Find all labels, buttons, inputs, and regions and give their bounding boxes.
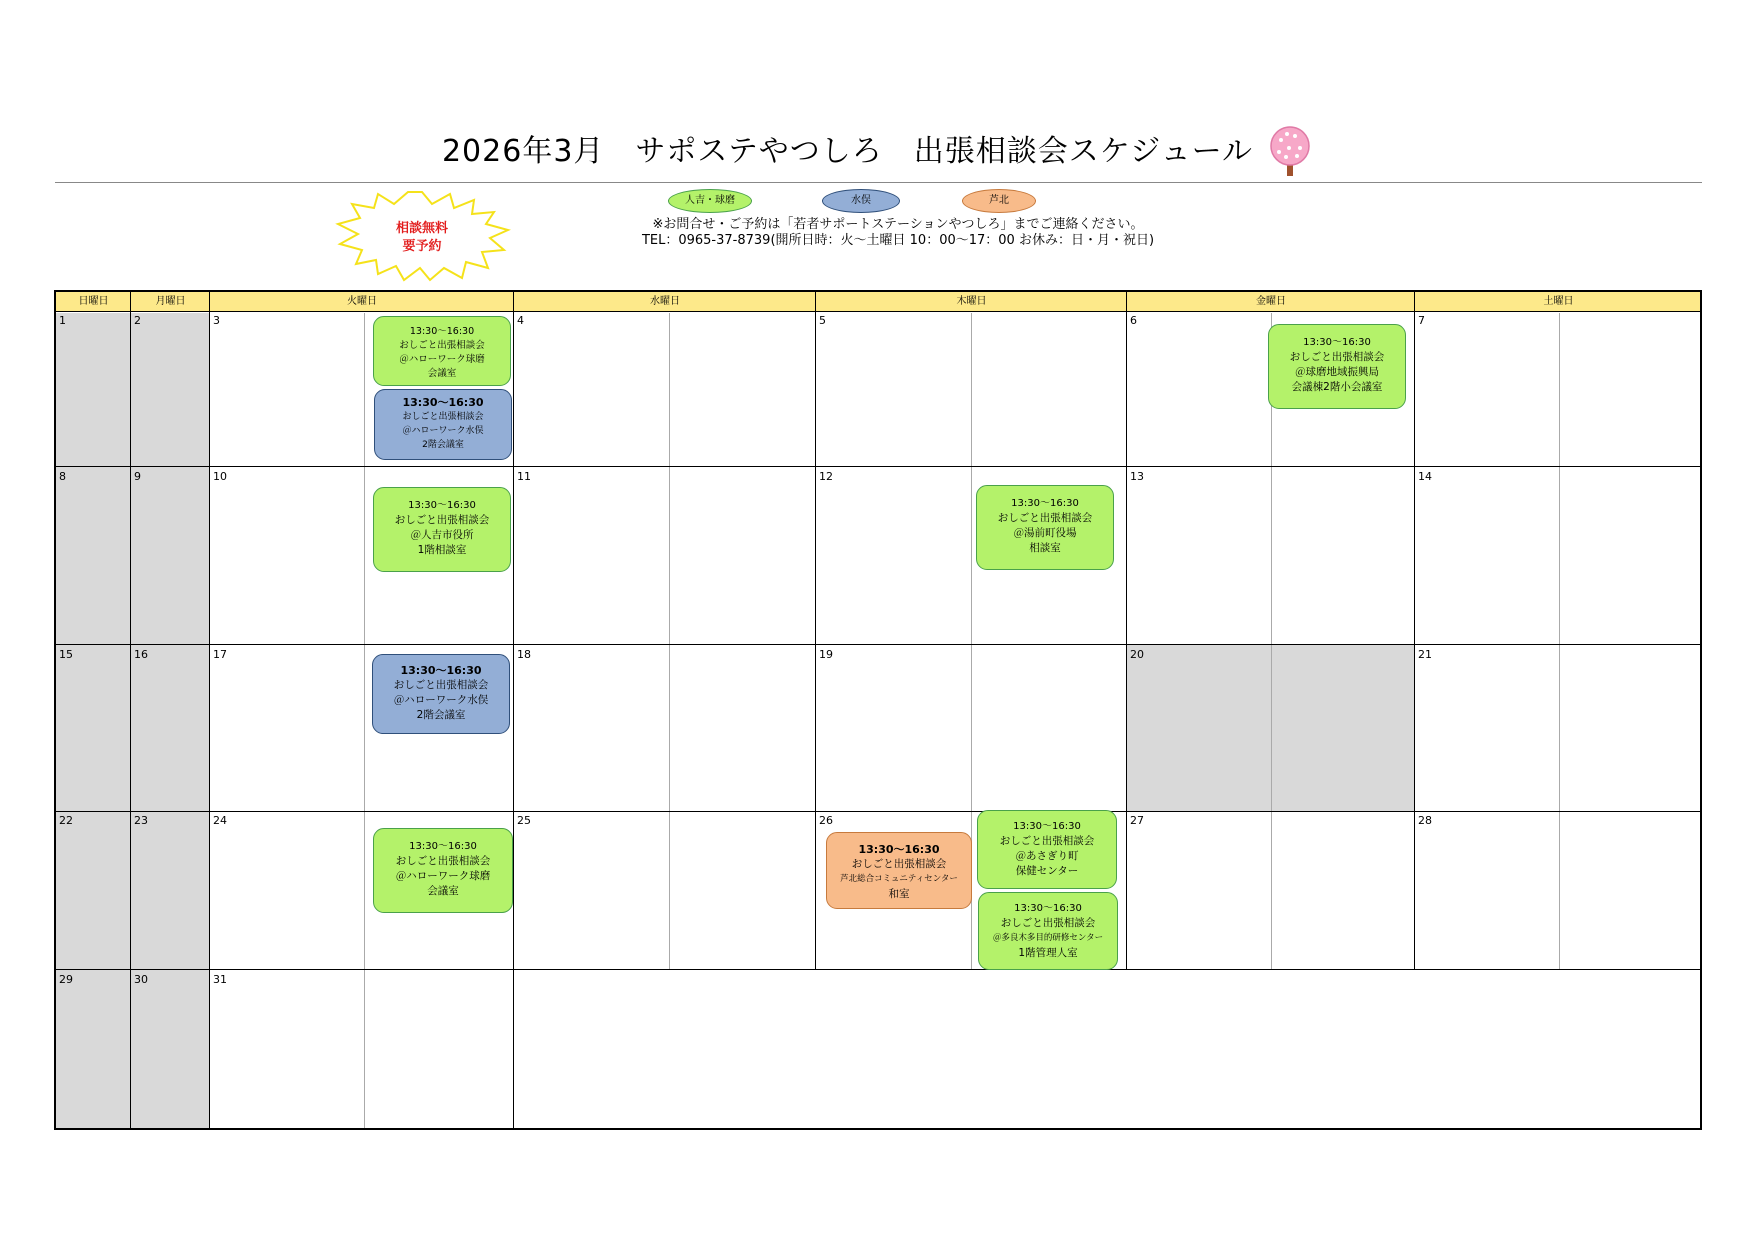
legend-hitoyoshi-kuma: 人吉・球磨 [668,189,752,213]
day-5: 5 [819,314,826,327]
day-31: 31 [213,973,227,986]
contact-line2: TEL：0965-37-8739(開所日時：火～土曜日 10：00～17：00 お休み：日・月・祝日) [641,233,1155,248]
contact-line1: ※お問合せ・ご予約は「若者サポートステーションやつしろ」までご連絡ください。 [652,217,1144,232]
day-23: 23 [134,814,148,827]
event-day26-asagiri[interactable]: 13:30～16:30 おしごと出張相談会 ＠あさぎり町 保健センター [977,810,1117,889]
week-divider [56,644,1700,645]
day-13: 13 [1130,470,1144,483]
day-6: 6 [1130,314,1137,327]
day-27: 27 [1130,814,1144,827]
weekday-sun: 日曜日 [78,296,109,307]
legend-minamata: 水俣 [822,189,900,213]
event-day12-yunomae[interactable]: 13:30～16:30 おしごと出張相談会 ＠湯前町役場 相談室 [976,485,1114,570]
cherry-tree-icon [1267,126,1313,178]
col-divider [1414,292,1415,969]
day-28: 28 [1418,814,1432,827]
week-divider [56,466,1700,467]
day-30: 30 [134,973,148,986]
day-17: 17 [213,648,227,661]
col-divider [209,292,210,1128]
page-title [0,126,1755,178]
day-9: 9 [134,470,141,483]
subcol-divider [1559,313,1560,969]
legend-ashikita: 芦北 [962,189,1036,213]
weekday-mon: 月曜日 [155,296,186,307]
day-25: 25 [517,814,531,827]
day-7: 7 [1418,314,1425,327]
day-12: 12 [819,470,833,483]
subcol-divider [1271,313,1272,969]
day-1: 1 [59,314,66,327]
day-26: 26 [819,814,833,827]
event-day6-kuma-office[interactable]: 13:30～16:30 おしごと出張相談会 ＠球磨地域振興局 会議棟2階小会議室 [1268,324,1406,409]
day-11: 11 [517,470,531,483]
contact-info [548,217,1248,249]
day-14: 14 [1418,470,1432,483]
col-divider [130,292,131,1128]
col-divider [513,292,514,1128]
badge-line1: 相談無料 [395,221,449,236]
event-day17-minamata[interactable]: 13:30～16:30 おしごと出張相談会 ＠ハローワーク水俣 2階会議室 [372,654,510,734]
weekday-fri: 金曜日 [1256,296,1286,307]
calendar-grid [54,290,1702,1130]
col-divider [1126,292,1127,969]
badge-line2: 要予約 [402,239,442,254]
weekday-header [56,292,1700,312]
event-day24-kuma[interactable]: 13:30～16:30 おしごと出張相談会 ＠ハローワーク球磨 会議室 [373,828,513,913]
day-15: 15 [59,648,73,661]
day-16: 16 [134,648,148,661]
day-22: 22 [59,814,73,827]
week-divider [56,811,1700,812]
day-10: 10 [213,470,227,483]
week-divider [56,969,1700,970]
title-divider [55,182,1702,183]
title-text: 2026年3月 サポステやつしろ 出張相談会スケジュール [441,134,1254,169]
day-20: 20 [1130,648,1144,661]
closed-sun-mon [56,313,210,1128]
event-day26-ashikita[interactable]: 13:30～16:30 おしごと出張相談会 芦北総合コミュニティセンター 和室 [826,832,972,909]
weekday-thu: 木曜日 [956,296,987,307]
day-3: 3 [213,314,220,327]
event-day3-minamata[interactable]: 13:30～16:30 おしごと出張相談会 ＠ハローワーク水俣 2階会議室 [374,389,512,460]
day-19: 19 [819,648,833,661]
day-18: 18 [517,648,531,661]
day-4: 4 [517,314,524,327]
subcol-divider [364,313,365,1128]
day-24: 24 [213,814,227,827]
event-day26-taragi[interactable]: 13:30～16:30 おしごと出張相談会 ＠多良木多目的研修センター 1階管理人室 [978,892,1118,970]
day-2: 2 [134,314,141,327]
free-consultation-badge [332,190,512,282]
weekday-tue: 火曜日 [347,296,377,307]
subcol-divider [669,313,670,969]
weekday-wed: 水曜日 [650,296,680,307]
day-8: 8 [59,470,66,483]
weekday-sat: 土曜日 [1543,296,1574,307]
day-29: 29 [59,973,73,986]
event-day10-hitoyoshi[interactable]: 13:30～16:30 おしごと出張相談会 ＠人吉市役所 1階相談室 [373,487,511,572]
event-day3-kuma[interactable]: 13:30～16:30 おしごと出張相談会 ＠ハローワーク球磨 会議室 [373,316,511,386]
day-21: 21 [1418,648,1432,661]
col-divider [815,292,816,969]
